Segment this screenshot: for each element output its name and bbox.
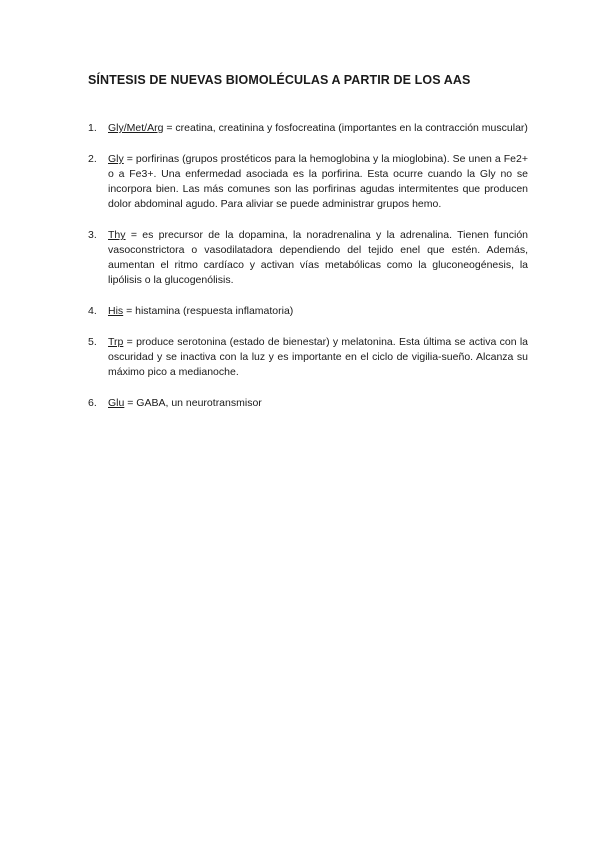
list-item-number: 5. — [88, 336, 97, 348]
list-item-number: 6. — [88, 397, 97, 409]
list-item-text: = produce serotonina (estado de bienestar) y melatonina. Esta última se activa con la oscuridad y se inactiva con la luz y es importante en el ciclo de vigilia-sueño. Alcanza su máximo pico a medianoche. — [108, 336, 528, 378]
list-item-text: = GABA, un neurotransmisor — [124, 397, 262, 409]
list-item-number: 3. — [88, 229, 97, 241]
list-item-text: = creatina, creatinina y fosfocreatina (importantes en la contracción muscular) — [163, 122, 528, 134]
list-item-term: Trp — [108, 336, 124, 348]
page-title: SÍNTESIS DE NUEVAS BIOMOLÉCULAS A PARTIR DE LOS AAS — [88, 73, 471, 87]
list-item — [88, 396, 528, 411]
list-item-term: Glu — [108, 397, 125, 409]
list-item — [88, 335, 528, 380]
list-item-number: 2. — [88, 153, 97, 165]
list-item-term: His — [108, 305, 124, 317]
list-item-term: Gly/Met/Arg — [108, 122, 164, 134]
numbered-list — [88, 121, 528, 427]
list-item — [88, 228, 528, 288]
list-item-number: 1. — [88, 122, 97, 134]
list-item-term: Thy — [108, 229, 126, 241]
list-item — [88, 152, 528, 212]
list-item — [88, 304, 528, 319]
list-item-number: 4. — [88, 305, 97, 317]
list-item-term: Gly — [108, 153, 124, 165]
list-item-text: = es precursor de la dopamina, la noradrenalina y la adrenalina. Tienen función vasoconstrictora o vasodilatadora dependiendo del tejido enel que estén. Además, aumentan el ritmo cardíaco y activan vías metabólicas como la gluconeogénesis, la lipólisis o la glucogenólisis. — [108, 229, 528, 286]
list-item — [88, 121, 528, 136]
list-item-text: = histamina (respuesta inflamatoria) — [123, 305, 294, 317]
list-item-text: = porfirinas (grupos prostéticos para la hemoglobina y la mioglobina). Se unen a Fe2+ o a Fe3+. Una enfermedad asociada es la porfirina. Esta ocurre cuando la Gly no se incorpora bien. Las más comunes son las porfirinas agudas intermitentes que producen dolor abdominal agudo. Para aliviar se puede administrar grupos hemo. — [108, 153, 528, 210]
